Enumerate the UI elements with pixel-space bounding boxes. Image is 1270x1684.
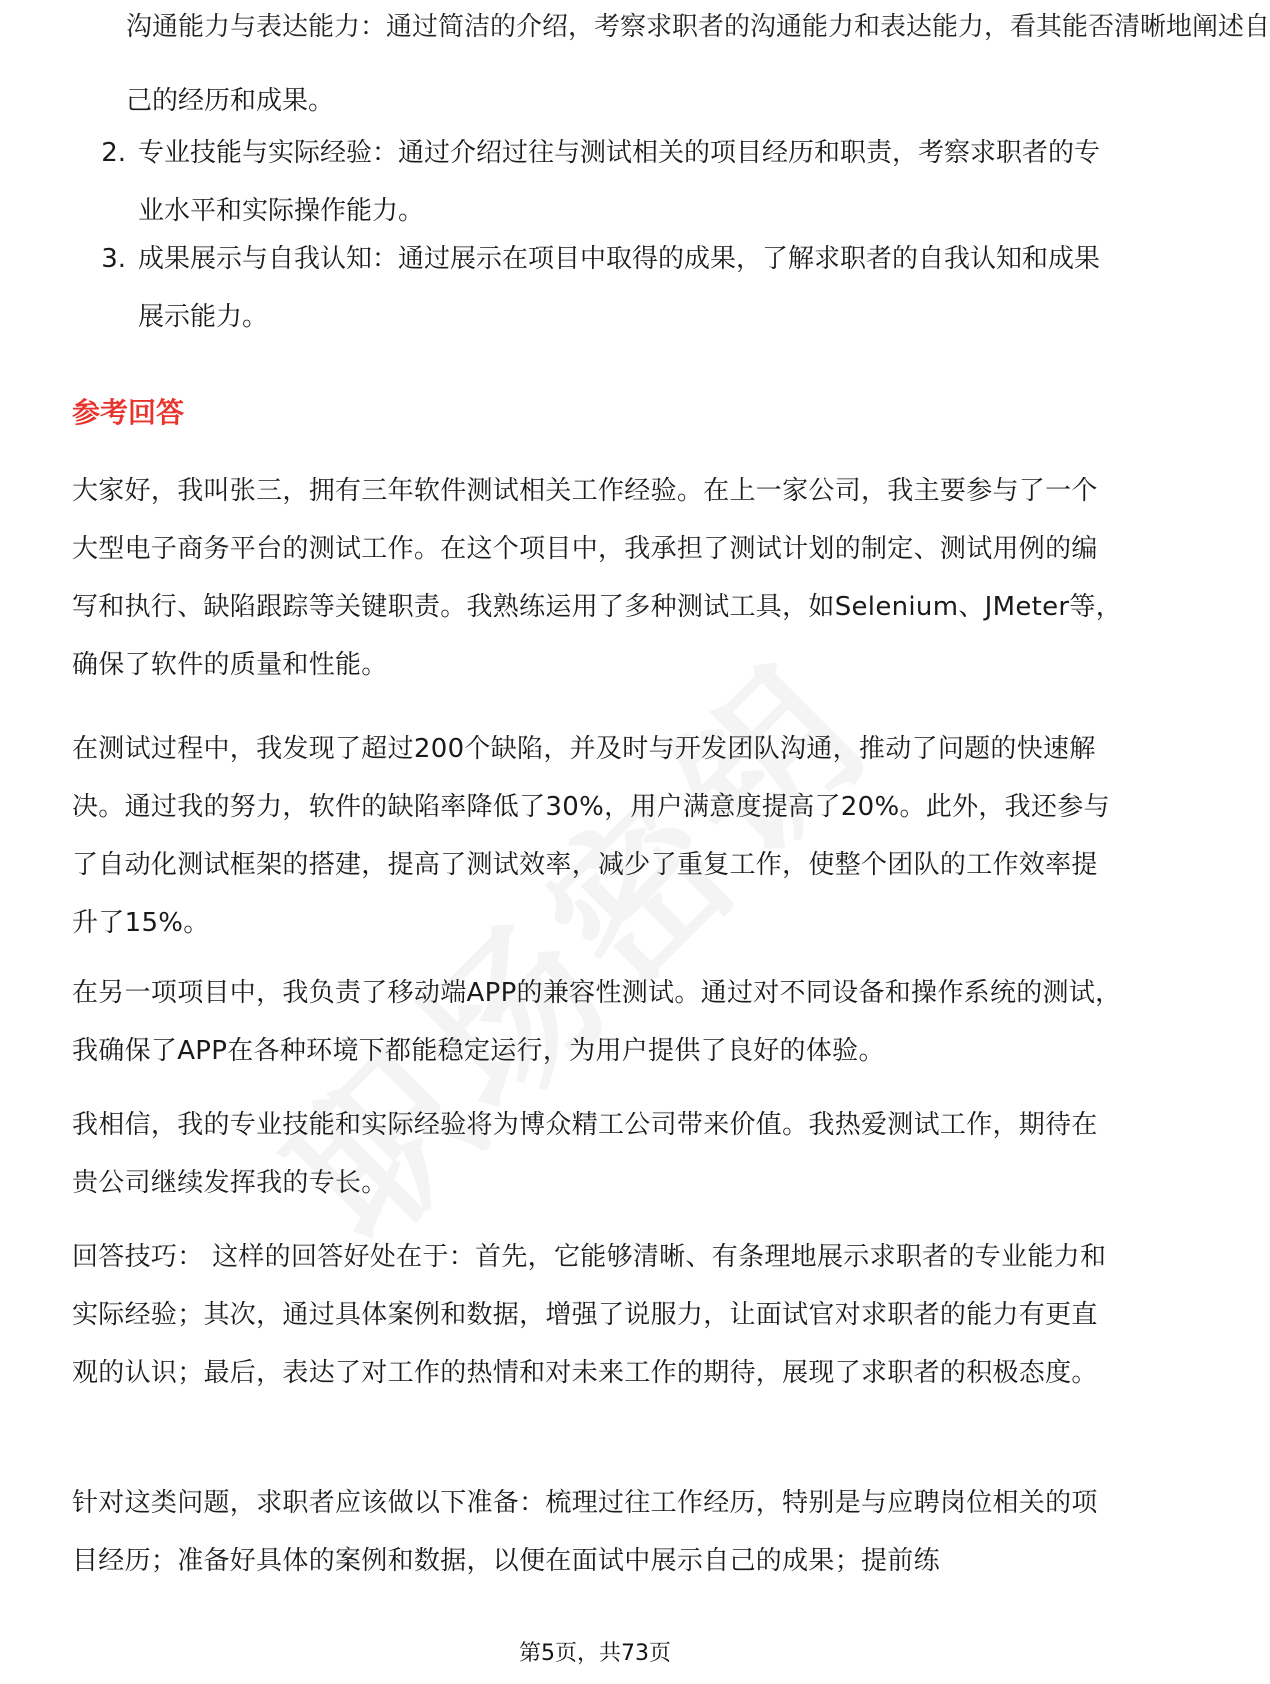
list-text: 专业技能与实际经验：通过介绍过往与测试相关的项目经历和职责，考察求职者的专业水平和实际操作能力。 — [138, 138, 1101, 226]
paragraph-preparation: 针对这类问题，求职者应该做以下准备：梳理过往工作经历，特别是与应聘岗位相关的项目经历；准备好具体的案例和数据，以便在面试中展示自己的成果；提前练 — [72, 1488, 1098, 1576]
paragraph-results: 在测试过程中，我发现了超过200个缺陷，并及时与开发团队沟通，推动了问题的快速解决。通过我的努力，软件的缺陷率降低了30%，用户满意度提高了20%。此外，我还参与了自动化测试框架的搭建，提高了测试效率，减少了重复工作，使整个团队的工作效率提升了15%。 — [72, 734, 1110, 938]
paragraph-closing: 我相信，我的专业技能和实际经验将为博众精工公司带来价值。我热爱测试工作，期待在贵公司继续发挥我的专长。 — [72, 1110, 1098, 1198]
list-item-3 — [70, 230, 1120, 346]
paragraph-tips: 回答技巧： 这样的回答好处在于：首先，它能够清晰、有条理地展示求职者的专业能力和实际经验；其次，通过具体案例和数据，增强了说服力，让面试官对求职者的能力有更直观的认识；最后，表达了对工作的热情和对未来工作的期待，展现了求职者的积极态度。 — [72, 1242, 1107, 1388]
list-item-2 — [70, 124, 1120, 240]
list-number: 3. — [101, 244, 126, 274]
paragraph-intro: 大家好，我叫张三，拥有三年软件测试相关工作经验。在上一家公司，我主要参与了一个大型电子商务平台的测试工作。在这个项目中，我承担了测试计划的制定、测试用例的编写和执行、缺陷跟踪等关键职责。我熟练运用了多种测试工具，如Selenium、JMeter等，确保了软件的质量和性能。 — [72, 476, 1123, 680]
cutoff-text-line: 沟通能力与表达能力：通过简洁的介绍，考察求职者的沟通能力和表达能力，看其能否清晰地阐述自 — [126, 12, 1270, 42]
list-item-1-tail: 己的经历和成果。 — [126, 86, 335, 116]
page-number: 第5页，共73页 — [519, 1641, 671, 1666]
section-title: 参考回答 — [72, 396, 185, 429]
list-number: 2. — [101, 138, 126, 168]
paragraph-mobile: 在另一项项目中，我负责了移动端APP的兼容性测试。通过对不同设备和操作系统的测试，我确保了APP在各种环境下都能稳定运行，为用户提供了良好的体验。 — [72, 978, 1122, 1066]
list-text: 成果展示与自我认知：通过展示在项目中取得的成果，了解求职者的自我认知和成果展示能力。 — [138, 244, 1101, 332]
